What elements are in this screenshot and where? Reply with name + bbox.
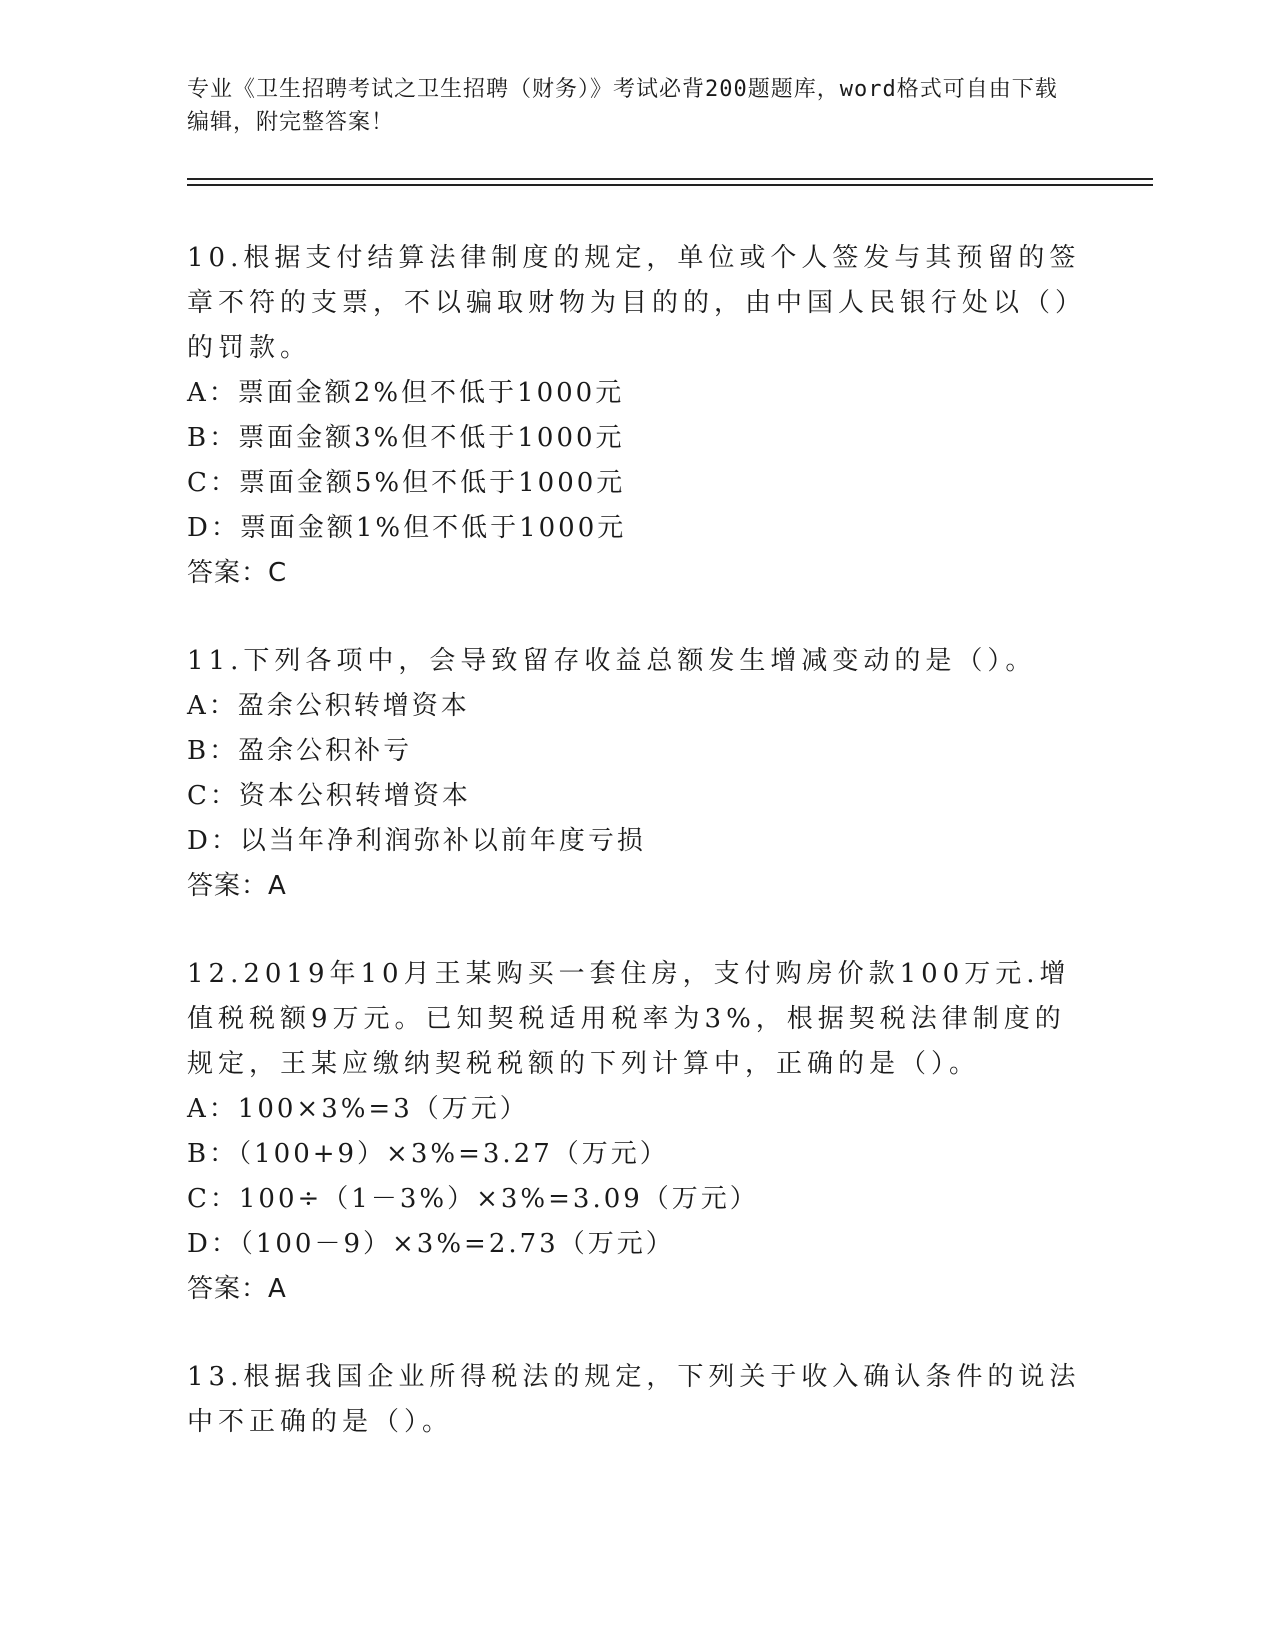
header-divider-top bbox=[187, 178, 1153, 180]
question-10 bbox=[187, 236, 1087, 596]
option-c: C：资本公积转增资本 bbox=[187, 781, 471, 811]
option-d: D：以当年净利润弥补以前年度亏损 bbox=[187, 826, 646, 856]
option-b: B：（100+9）×3%=3.27（万元） bbox=[187, 1139, 669, 1169]
option-b: B：盈余公积补亏 bbox=[187, 736, 413, 766]
question-stem: 13.根据我国企业所得税法的规定，下列关于收入确认条件的说法中不正确的是（）。 bbox=[187, 1362, 1081, 1437]
option-a: A：票面金额2%但不低于1000元 bbox=[187, 378, 625, 408]
header-divider-bottom bbox=[187, 184, 1153, 186]
question-11 bbox=[187, 639, 1087, 909]
option-c: C：票面金额5%但不低于1000元 bbox=[187, 468, 626, 498]
document-header: 专业《卫生招聘考试之卫生招聘（财务）》考试必背200题题库，word格式可自由下载编辑，附完整答案！ bbox=[187, 77, 1058, 135]
question-stem: 12.2019年10月王某购买一套住房，支付购房价款100万元.增值税税额9万元。已知契税适用税率为3%，根据契税法律制度的规定，王某应缴纳契税税额的下列计算中，正确的是（）。 bbox=[187, 959, 1071, 1079]
question-list bbox=[187, 236, 1087, 1488]
option-a: A：盈余公积转增资本 bbox=[187, 691, 470, 721]
option-d: D：票面金额1%但不低于1000元 bbox=[187, 513, 627, 543]
question-13 bbox=[187, 1355, 1087, 1445]
question-stem: 10.根据支付结算法律制度的规定，单位或个人签发与其预留的签章不符的支票，不以骗取财物为目的的，由中国人民银行处以（）的罚款。 bbox=[187, 243, 1087, 363]
option-c: C：100÷（1－3%）×3%=3.09（万元） bbox=[187, 1184, 759, 1214]
answer-text: 答案：C bbox=[187, 558, 288, 588]
answer-text: 答案：A bbox=[187, 1274, 287, 1304]
question-12 bbox=[187, 952, 1087, 1312]
question-stem: 11.下列各项中，会导致留存收益总额发生增减变动的是（）。 bbox=[187, 646, 1037, 676]
option-a: A：100×3%=3（万元） bbox=[187, 1094, 529, 1124]
answer-text: 答案：A bbox=[187, 871, 287, 901]
option-b: B：票面金额3%但不低于1000元 bbox=[187, 423, 625, 453]
option-d: D：（100－9）×3%=2.73（万元） bbox=[187, 1229, 675, 1259]
